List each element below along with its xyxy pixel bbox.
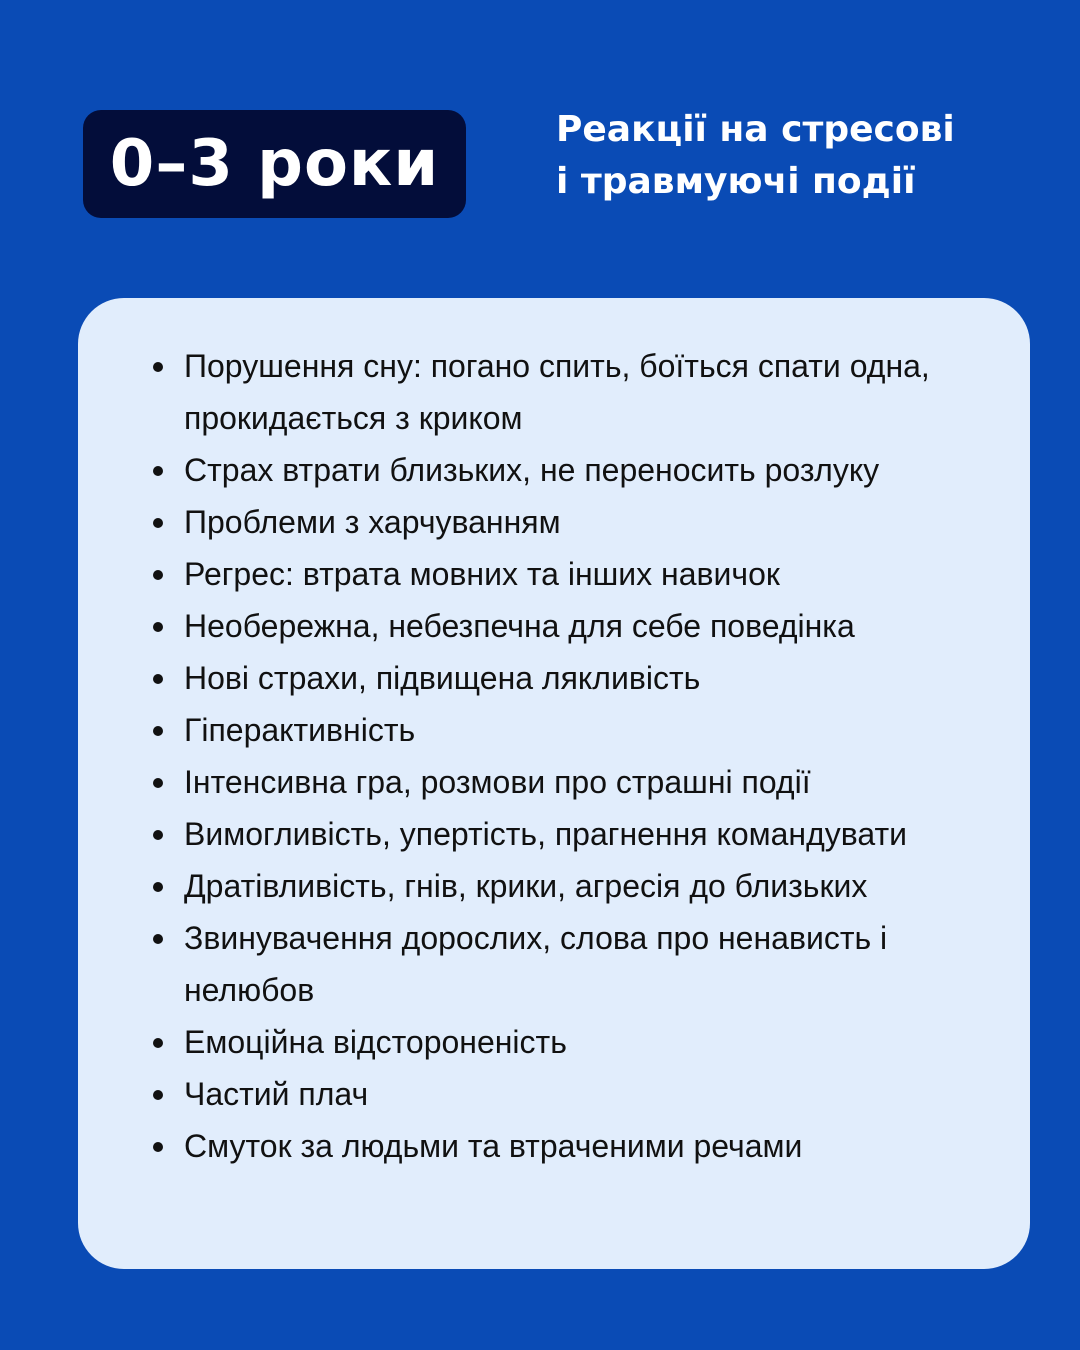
list-item: Дратівливість, гнів, крики, агресія до близьких — [150, 860, 1010, 912]
age-label: 0–3 роки — [109, 127, 440, 201]
list-item: Частий плач — [150, 1068, 1010, 1120]
list-item: Проблеми з харчуванням — [150, 496, 1010, 548]
list-item: Необережна, небезпечна для себе поведінка — [150, 600, 1010, 652]
list-item: Регрес: втрата мовних та інших навичок — [150, 548, 1010, 600]
list-item: Вимогливість, упертість, прагнення командувати — [150, 808, 1010, 860]
list-item: Інтенсивна гра, розмови про страшні події — [150, 756, 1010, 808]
reactions-list — [150, 340, 1010, 1172]
list-item: Смуток за людьми та втраченими речами — [150, 1120, 1010, 1172]
age-badge — [83, 110, 466, 218]
page-title — [556, 104, 1026, 208]
page-title-line-1: Реакції на стресові — [556, 109, 955, 150]
list-item: Нові страхи, підвищена лякливість — [150, 652, 1010, 704]
list-item: Страх втрати близьких, не переносить розлуку — [150, 444, 1010, 496]
list-item: Звинувачення дорослих, слова про ненависть і нелюбов — [150, 912, 1010, 1016]
list-item: Гіперактивність — [150, 704, 1010, 756]
page-title-line-2: і травмуючі події — [556, 161, 916, 202]
list-item: Емоційна відстороненість — [150, 1016, 1010, 1068]
list-item: Порушення сну: погано спить, боїться спати одна, прокидається з криком — [150, 340, 1010, 444]
